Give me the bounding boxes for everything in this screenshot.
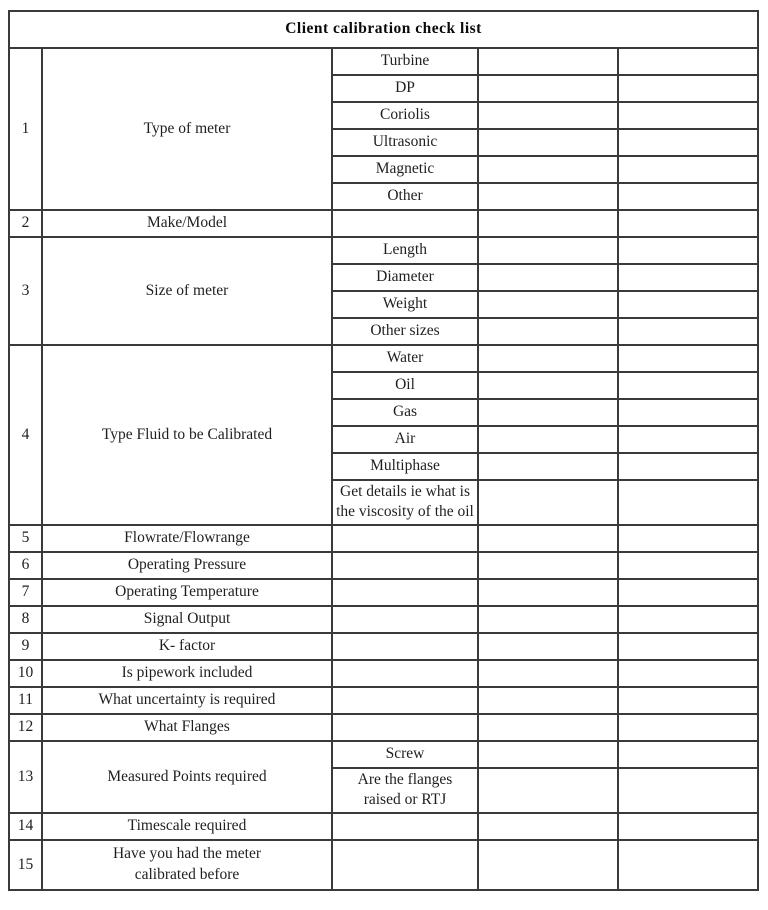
response-cell — [618, 156, 758, 183]
table-row — [9, 48, 758, 75]
sub-item-cell — [332, 552, 478, 579]
row-number-cell: 12 — [9, 714, 42, 741]
response-cell — [618, 768, 758, 813]
sub-item-cell — [332, 687, 478, 714]
response-cell — [618, 660, 758, 687]
item-label-cell: Type Fluid to be Calibrated — [42, 345, 332, 525]
table-row — [9, 210, 758, 237]
row-number-cell: 15 — [9, 840, 42, 890]
sub-item-cell: Screw — [332, 741, 478, 768]
response-cell — [478, 813, 618, 840]
response-cell — [478, 318, 618, 345]
table-row — [9, 633, 758, 660]
response-cell — [618, 291, 758, 318]
sub-item-cell — [332, 714, 478, 741]
response-cell — [618, 75, 758, 102]
sub-item-note: Are the flanges raised or RTJ — [357, 770, 453, 809]
response-cell — [618, 129, 758, 156]
sub-item-cell: Turbine — [332, 48, 478, 75]
sub-item-cell — [332, 660, 478, 687]
response-cell — [618, 237, 758, 264]
response-cell — [618, 210, 758, 237]
table-row — [9, 714, 758, 741]
response-cell — [618, 687, 758, 714]
table-row — [9, 660, 758, 687]
response-cell — [478, 768, 618, 813]
sub-item-cell — [332, 606, 478, 633]
item-label-cell: Operating Temperature — [42, 579, 332, 606]
response-cell — [618, 426, 758, 453]
sub-item-cell — [332, 840, 478, 890]
response-cell — [618, 714, 758, 741]
row-number-cell: 5 — [9, 525, 42, 552]
sub-item-cell: Diameter — [332, 264, 478, 291]
sub-item-cell: Gas — [332, 399, 478, 426]
response-cell — [478, 741, 618, 768]
response-cell — [618, 318, 758, 345]
response-cell — [618, 633, 758, 660]
sub-item-cell: Ultrasonic — [332, 129, 478, 156]
sub-item-cell: Coriolis — [332, 102, 478, 129]
table-row — [9, 579, 758, 606]
sub-item-cell: DP — [332, 75, 478, 102]
item-label-cell: Flowrate/Flowrange — [42, 525, 332, 552]
page-title: Client calibration check list — [9, 11, 758, 48]
response-cell — [478, 579, 618, 606]
response-cell — [478, 372, 618, 399]
sub-item-note: Get details ie what is the viscosity of the oil — [336, 483, 474, 521]
response-cell — [618, 606, 758, 633]
response-cell — [478, 660, 618, 687]
response-cell — [618, 552, 758, 579]
response-cell — [478, 156, 618, 183]
sub-item-cell: Oil — [332, 372, 478, 399]
sub-item-cell: Weight — [332, 291, 478, 318]
item-label-cell: Signal Output — [42, 606, 332, 633]
sub-item-cell: Other — [332, 183, 478, 210]
item-label-cell: Measured Points required — [42, 741, 332, 813]
response-cell — [478, 183, 618, 210]
row-number-cell: 11 — [9, 687, 42, 714]
response-cell — [618, 813, 758, 840]
item-label-cell: What uncertainty is required — [42, 687, 332, 714]
response-cell — [618, 480, 758, 525]
response-cell — [478, 129, 618, 156]
table-row — [9, 237, 758, 264]
response-cell — [618, 102, 758, 129]
item-label-cell: Make/Model — [42, 210, 332, 237]
item-label-cell: What Flanges — [42, 714, 332, 741]
response-cell — [478, 399, 618, 426]
response-cell — [478, 687, 618, 714]
checklist-table — [8, 10, 759, 891]
response-cell — [618, 264, 758, 291]
row-number-cell: 14 — [9, 813, 42, 840]
item-label-cell: Timescale required — [42, 813, 332, 840]
response-cell — [478, 210, 618, 237]
item-label-cell: K- factor — [42, 633, 332, 660]
response-cell — [478, 237, 618, 264]
row-number-cell: 7 — [9, 579, 42, 606]
response-cell — [478, 480, 618, 525]
table-row — [9, 687, 758, 714]
response-cell — [618, 741, 758, 768]
table-row — [9, 552, 758, 579]
sub-item-cell — [332, 579, 478, 606]
sub-item-cell — [332, 768, 478, 813]
table-row — [9, 345, 758, 372]
row-number-cell: 3 — [9, 237, 42, 345]
response-cell — [478, 552, 618, 579]
row-number-cell: 9 — [9, 633, 42, 660]
response-cell — [618, 840, 758, 890]
item-label-cell: Is pipework included — [42, 660, 332, 687]
sub-item-cell: Magnetic — [332, 156, 478, 183]
table-row — [9, 813, 758, 840]
table-row — [9, 606, 758, 633]
response-cell — [478, 840, 618, 890]
response-cell — [478, 714, 618, 741]
table-row — [9, 741, 758, 768]
response-cell — [478, 633, 618, 660]
response-cell — [478, 264, 618, 291]
item-label-cell: Type of meter — [42, 48, 332, 210]
response-cell — [618, 345, 758, 372]
row-number-cell: 10 — [9, 660, 42, 687]
row-number-cell: 13 — [9, 741, 42, 813]
item-label-cell: Size of meter — [42, 237, 332, 345]
row-number-cell: 6 — [9, 552, 42, 579]
sub-item-cell: Multiphase — [332, 453, 478, 480]
item-label-cell: Operating Pressure — [42, 552, 332, 579]
response-cell — [618, 48, 758, 75]
table-row — [9, 525, 758, 552]
response-cell — [478, 48, 618, 75]
response-cell — [618, 183, 758, 210]
table-row — [9, 840, 758, 890]
response-cell — [618, 579, 758, 606]
sub-item-cell — [332, 525, 478, 552]
row-number-cell: 2 — [9, 210, 42, 237]
sub-item-cell — [332, 480, 478, 525]
sub-item-cell: Air — [332, 426, 478, 453]
response-cell — [618, 372, 758, 399]
response-cell — [478, 525, 618, 552]
sub-item-cell — [332, 813, 478, 840]
response-cell — [478, 345, 618, 372]
item-label-text: Have you had the meter calibrated before — [112, 845, 262, 883]
response-cell — [478, 606, 618, 633]
response-cell — [478, 75, 618, 102]
response-cell — [618, 453, 758, 480]
response-cell — [478, 426, 618, 453]
sub-item-cell — [332, 210, 478, 237]
sub-item-cell: Water — [332, 345, 478, 372]
sub-item-cell — [332, 633, 478, 660]
response-cell — [618, 399, 758, 426]
response-cell — [478, 291, 618, 318]
row-number-cell: 4 — [9, 345, 42, 525]
item-label-cell — [42, 840, 332, 890]
response-cell — [618, 525, 758, 552]
sub-item-cell: Length — [332, 237, 478, 264]
response-cell — [478, 453, 618, 480]
row-number-cell: 1 — [9, 48, 42, 210]
sub-item-cell: Other sizes — [332, 318, 478, 345]
title-row — [9, 11, 758, 48]
response-cell — [478, 102, 618, 129]
row-number-cell: 8 — [9, 606, 42, 633]
